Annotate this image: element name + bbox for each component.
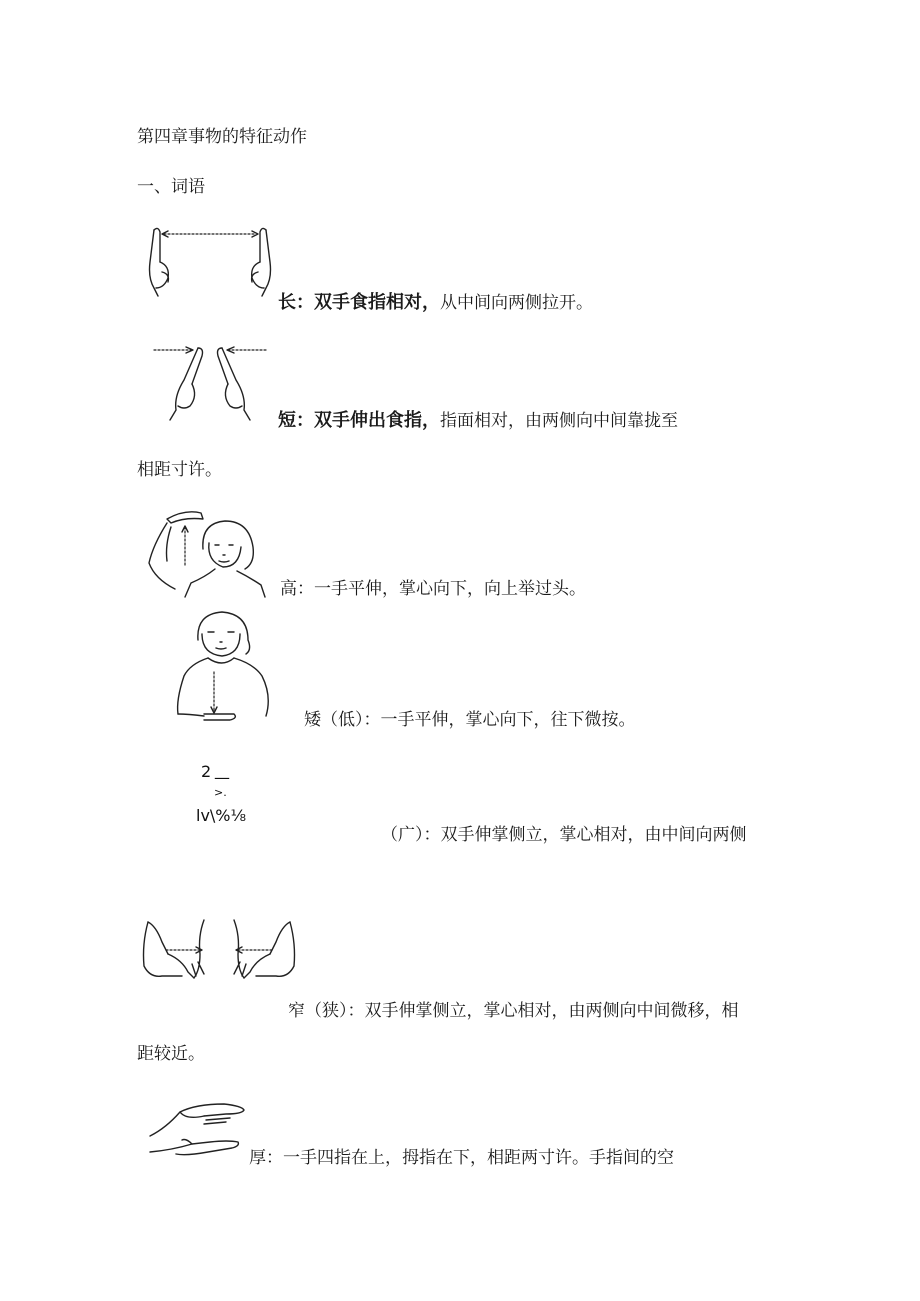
desc-chang: 从中间向两侧拉开。: [440, 293, 593, 313]
illustration-ai: [168, 610, 283, 728]
chapter-heading: 第四章事物的特征动作: [137, 127, 307, 147]
illustration-duan: [150, 340, 270, 430]
illustration-gao: [145, 505, 275, 603]
entry-kuan: （广）：双手伸掌侧立，掌心相对，由中间向两侧: [381, 825, 747, 845]
illustration-chang: [140, 222, 280, 302]
term-chang: 长：双手食指相对，: [278, 292, 440, 313]
entry-gao: 高：一手平伸，掌心向下，向上举过头。: [280, 579, 586, 599]
garbled-glyph-3: >.: [214, 786, 227, 799]
desc-duan-cont: 相距寸许。: [137, 460, 222, 480]
section-heading: 一、词语: [137, 177, 205, 197]
illustration-hou: [146, 1100, 250, 1158]
entry-hou: 厚：一手四指在上，拇指在下，相距两寸许。手指间的空: [249, 1148, 674, 1168]
garbled-glyph-1: 2: [201, 762, 212, 781]
entry-chang: [278, 294, 593, 312]
illustration-zhai: [138, 914, 300, 982]
garbled-glyph-4: lv\%⅛: [196, 806, 247, 825]
term-duan: 短：双手伸出食指，: [278, 410, 440, 431]
entry-zhai-cont: 距较近。: [137, 1044, 205, 1064]
desc-duan: 指面相对，由两侧向中间靠拢至: [440, 411, 678, 431]
entry-duan: [278, 412, 678, 430]
entry-zhai: 窄（狭）：双手伸掌侧立，掌心相对，由两侧向中间微移，相: [288, 1001, 739, 1021]
entry-ai: 矮（低）：一手平伸，掌心向下，往下微按。: [304, 710, 636, 730]
garbled-glyph-2: —: [214, 768, 230, 787]
